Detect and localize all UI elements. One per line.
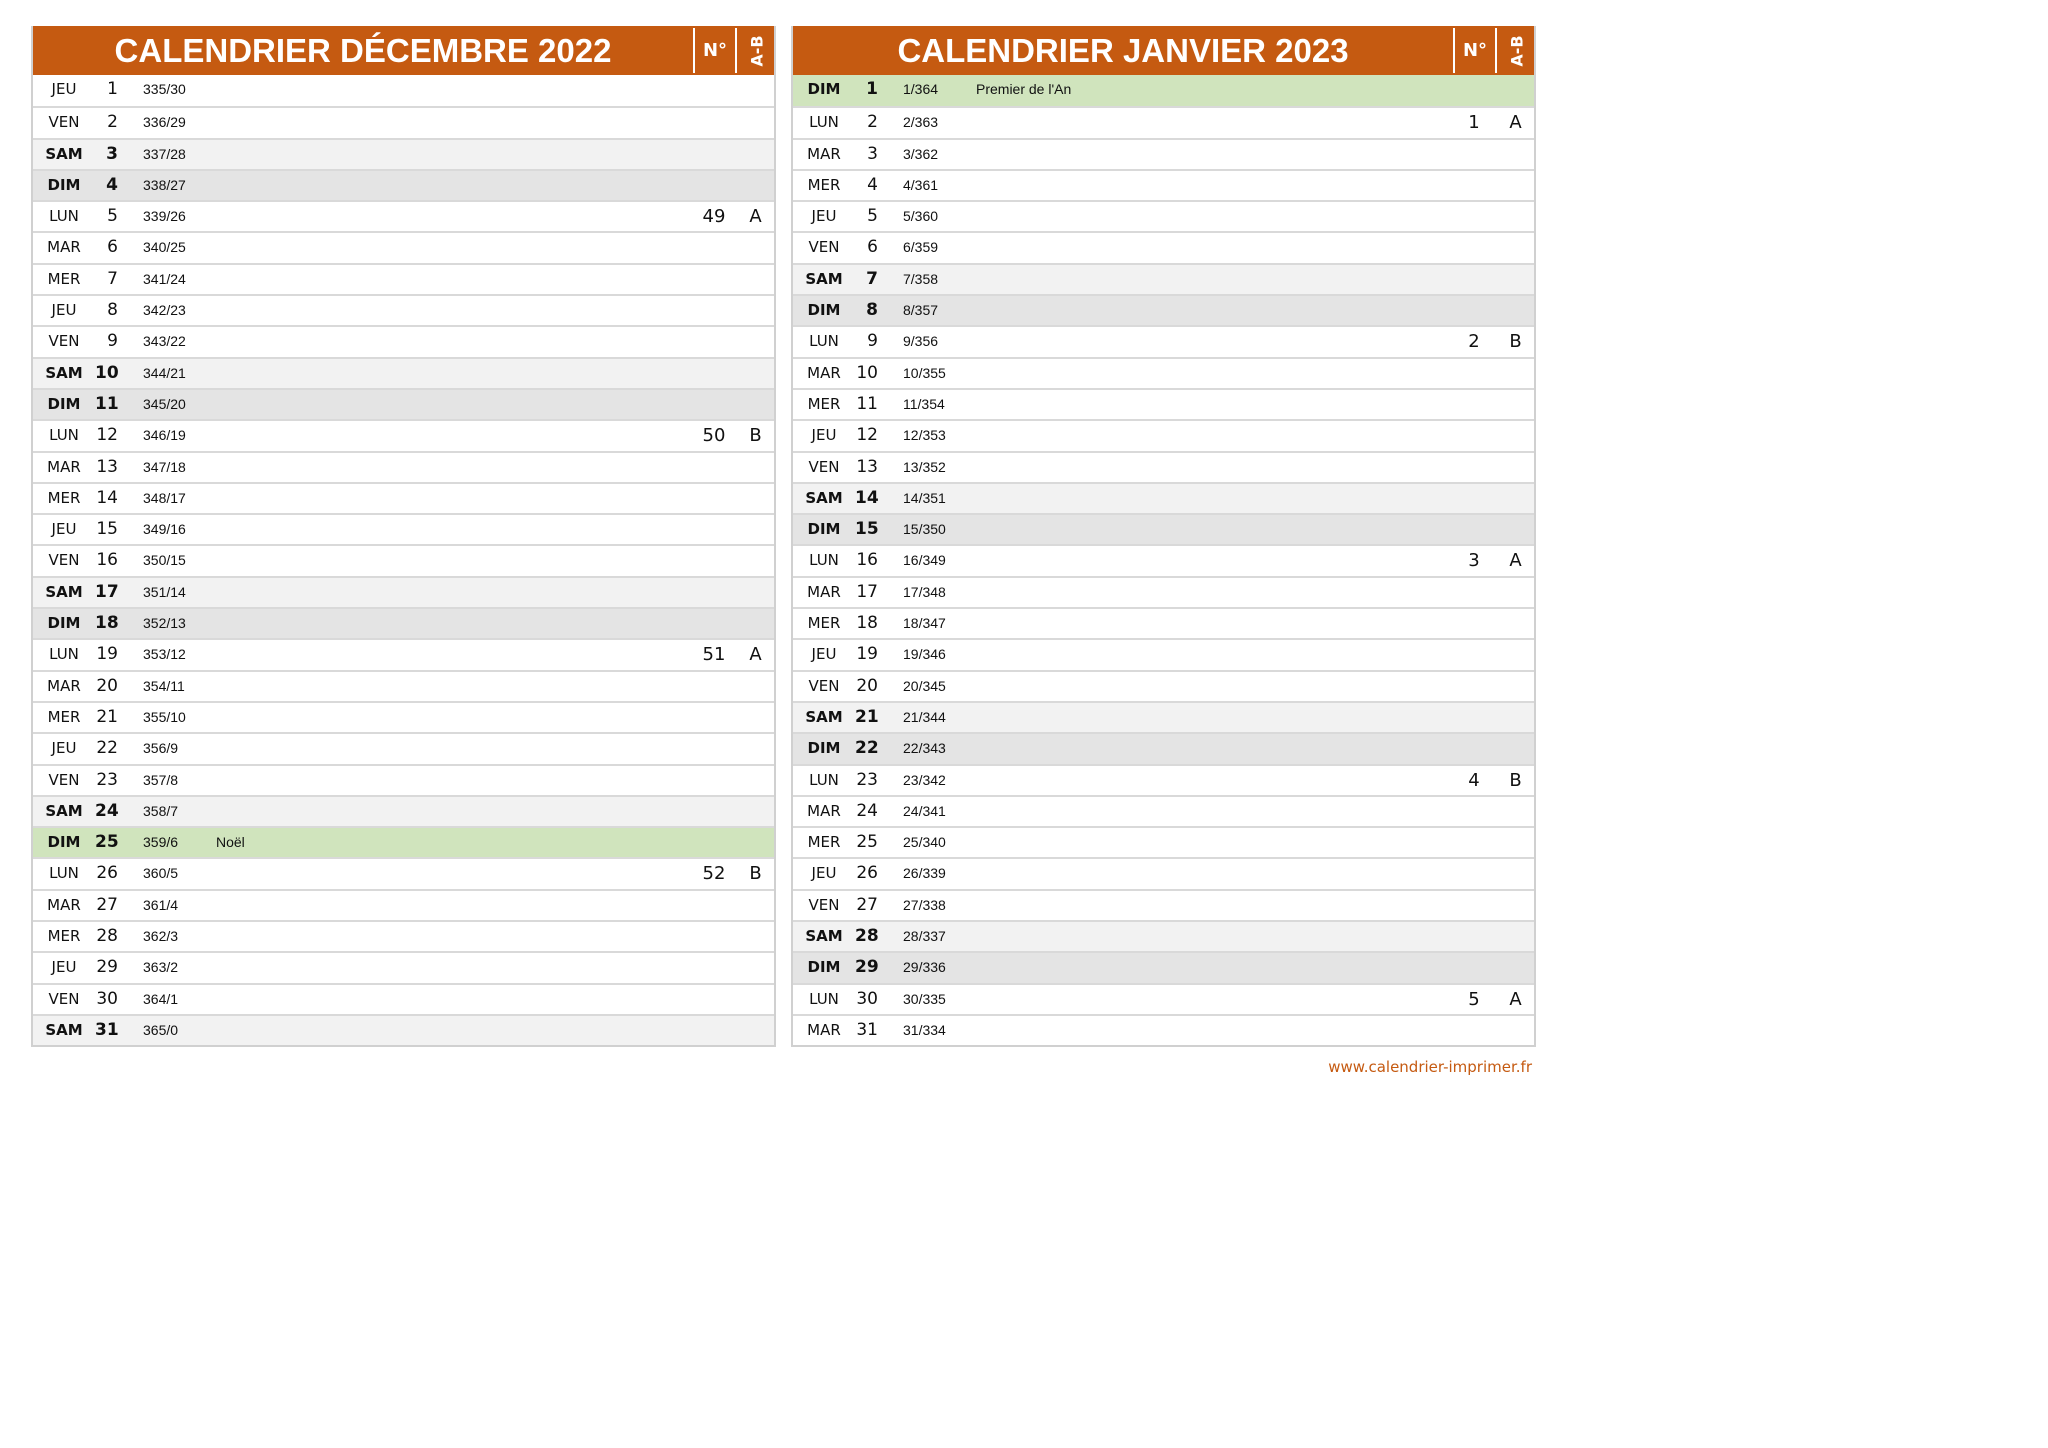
- ab-week-column-header: [735, 28, 776, 73]
- day-row: [793, 670, 1534, 701]
- day-of-year: 337/28: [143, 145, 186, 162]
- weekday-label: MAR: [47, 457, 81, 476]
- day-of-year: 341/24: [143, 270, 186, 287]
- weekday-label: JEU: [811, 426, 837, 445]
- weekday-label: DIM: [47, 175, 81, 194]
- day-number: 27: [96, 894, 118, 915]
- day-row: [33, 576, 774, 607]
- day-number: 26: [856, 863, 878, 884]
- day-number: 7: [107, 268, 118, 289]
- day-of-year: 365/0: [143, 1021, 179, 1038]
- event-label: Premier de l'An: [976, 81, 1072, 97]
- day-row: [33, 388, 774, 419]
- day-of-year: 335/30: [143, 81, 186, 97]
- day-row: [793, 607, 1534, 638]
- day-of-year: 2/363: [903, 114, 939, 131]
- day-row: [33, 607, 774, 638]
- weekday-label: JEU: [51, 958, 77, 977]
- day-row: [33, 138, 774, 169]
- day-number: 8: [107, 300, 118, 321]
- day-of-year: 25/340: [903, 834, 946, 851]
- calendar-title: CALENDRIER DÉCEMBRE 2022: [114, 32, 612, 69]
- day-number: 15: [855, 519, 879, 540]
- day-row: [33, 670, 774, 701]
- weekday-label: MAR: [807, 144, 841, 163]
- day-number: 1: [866, 79, 878, 99]
- day-row: [793, 795, 1534, 826]
- weekday-label: DIM: [47, 833, 81, 852]
- day-row: [793, 263, 1534, 294]
- weekday-label: SAM: [805, 269, 843, 288]
- weekday-label: LUN: [809, 332, 839, 351]
- day-of-year: 21/344: [903, 708, 946, 725]
- day-number: 26: [96, 863, 118, 884]
- day-of-year: 15/350: [903, 521, 946, 538]
- day-number: 15: [96, 519, 118, 540]
- day-of-year: 13/352: [903, 458, 946, 475]
- weekday-label: MAR: [47, 895, 81, 914]
- week-number: 4: [1468, 769, 1480, 791]
- calendar-header: [793, 26, 1534, 75]
- day-of-year: 1/364: [903, 81, 939, 97]
- weekday-label: JEU: [51, 520, 77, 539]
- weekday-label: MAR: [807, 801, 841, 820]
- day-row: [33, 857, 774, 888]
- day-row: [793, 920, 1534, 951]
- day-of-year: 346/19: [143, 427, 186, 444]
- day-number: 2: [867, 112, 878, 133]
- day-number: 11: [856, 393, 878, 414]
- day-row: [33, 764, 774, 795]
- day-number: 3: [106, 143, 118, 164]
- day-number: 29: [96, 957, 118, 978]
- day-of-year: 4/361: [903, 176, 939, 193]
- day-number: 31: [95, 1019, 119, 1040]
- day-of-year: 5/360: [903, 208, 939, 225]
- ab-week-column-label: A-B: [1507, 34, 1526, 67]
- day-number: 25: [95, 832, 119, 853]
- ab-week-column-label: A-B: [747, 34, 766, 67]
- day-of-year: 30/335: [903, 990, 946, 1007]
- day-row: [793, 294, 1534, 325]
- day-number: 13: [856, 456, 878, 477]
- day-number: 27: [856, 894, 878, 915]
- weekday-label: SAM: [805, 488, 843, 507]
- day-row: [33, 795, 774, 826]
- day-number: 11: [95, 393, 119, 414]
- weekday-label: LUN: [809, 551, 839, 570]
- day-number: 19: [856, 644, 878, 665]
- day-of-year: 6/359: [903, 239, 939, 256]
- day-number: 30: [856, 988, 878, 1009]
- ab-week-label: A: [1509, 988, 1522, 1010]
- day-number: 9: [107, 331, 118, 352]
- day-of-year: 336/29: [143, 114, 186, 131]
- weekday-label: MER: [47, 707, 81, 726]
- calendar-day-list: [793, 75, 1534, 1045]
- day-row: [793, 138, 1534, 169]
- weekday-label: LUN: [809, 989, 839, 1008]
- day-number: 28: [855, 926, 879, 947]
- calendar-january-2023: [791, 26, 1536, 1047]
- weekday-label: SAM: [45, 582, 83, 601]
- day-of-year: 23/342: [903, 771, 946, 788]
- day-number: 29: [855, 957, 879, 978]
- day-of-year: 354/11: [143, 677, 185, 694]
- day-number: 7: [866, 268, 878, 289]
- day-number: 24: [95, 800, 119, 821]
- day-row: [793, 325, 1534, 356]
- day-row: [33, 732, 774, 763]
- day-of-year: 19/346: [903, 646, 946, 663]
- weekday-label: DIM: [807, 301, 841, 320]
- day-of-year: 355/10: [143, 708, 186, 725]
- weekday-label: LUN: [49, 426, 79, 445]
- weekday-label: DIM: [807, 739, 841, 758]
- weekday-label: JEU: [51, 80, 77, 98]
- day-number: 9: [867, 331, 878, 352]
- day-row: [793, 889, 1534, 920]
- week-number-column-header: N°: [1453, 28, 1495, 73]
- week-number: 49: [702, 206, 726, 228]
- week-number: 1: [1468, 112, 1480, 134]
- day-row: [793, 169, 1534, 200]
- day-number: 23: [856, 769, 878, 790]
- day-number: 20: [856, 675, 878, 696]
- ab-week-label: A: [1509, 112, 1522, 134]
- day-row: [33, 231, 774, 262]
- day-of-year: 361/4: [143, 896, 179, 913]
- day-row: [793, 857, 1534, 888]
- day-number: 4: [106, 174, 118, 195]
- day-number: 14: [96, 487, 118, 508]
- weekday-label: MER: [807, 394, 841, 413]
- day-row: [793, 357, 1534, 388]
- day-of-year: 24/341: [903, 802, 946, 819]
- weekday-label: VEN: [808, 895, 840, 914]
- day-row: [33, 826, 774, 857]
- day-of-year: 28/337: [903, 928, 946, 945]
- weekday-label: SAM: [45, 144, 83, 163]
- week-number: 51: [702, 644, 726, 666]
- weekday-label: VEN: [48, 770, 80, 789]
- day-of-year: 339/26: [143, 208, 186, 225]
- ab-week-label: B: [1509, 331, 1522, 353]
- day-number: 5: [107, 206, 118, 227]
- day-number: 16: [856, 550, 878, 571]
- weekday-label: MER: [807, 833, 841, 852]
- day-of-year: 27/338: [903, 896, 946, 913]
- weekday-label: LUN: [49, 864, 79, 883]
- day-row: [793, 701, 1534, 732]
- day-of-year: 342/23: [143, 302, 186, 319]
- day-of-year: 348/17: [143, 489, 186, 506]
- day-number: 12: [856, 425, 878, 446]
- day-number: 17: [856, 581, 878, 602]
- weekday-label: MER: [807, 614, 841, 633]
- day-number: 14: [855, 487, 879, 508]
- day-number: 22: [855, 738, 879, 759]
- weekday-label: SAM: [805, 707, 843, 726]
- day-of-year: 352/13: [143, 615, 186, 632]
- weekday-label: MAR: [807, 363, 841, 382]
- day-of-year: 20/345: [903, 677, 946, 694]
- ab-week-label: A: [1509, 550, 1522, 572]
- day-number: 21: [855, 706, 879, 727]
- day-number: 22: [96, 738, 118, 759]
- weekday-label: LUN: [809, 770, 839, 789]
- day-row: [793, 75, 1534, 106]
- day-row: [793, 951, 1534, 982]
- weekday-label: MER: [47, 269, 81, 288]
- weekday-label: JEU: [51, 739, 77, 758]
- event-label: Noël: [216, 834, 245, 851]
- weekday-label: DIM: [807, 520, 841, 539]
- day-of-year: 338/27: [143, 176, 186, 193]
- day-number: 13: [96, 456, 118, 477]
- day-row: [793, 200, 1534, 231]
- day-row: [793, 513, 1534, 544]
- calendar-december-2022: [31, 26, 776, 1047]
- weekday-label: MAR: [47, 676, 81, 695]
- day-row: [33, 983, 774, 1014]
- day-number: 10: [95, 362, 119, 383]
- day-number: 4: [867, 174, 878, 195]
- day-number: 19: [96, 644, 118, 665]
- day-row: [793, 826, 1534, 857]
- weekday-label: DIM: [47, 394, 81, 413]
- weekday-label: VEN: [48, 551, 80, 570]
- day-number: 25: [856, 832, 878, 853]
- weekday-label: MAR: [47, 238, 81, 257]
- day-row: [33, 544, 774, 575]
- ab-week-label: B: [749, 863, 762, 885]
- ab-week-label: A: [749, 644, 762, 666]
- day-of-year: 364/1: [143, 990, 179, 1007]
- day-of-year: 7/358: [903, 270, 939, 287]
- week-number: 52: [702, 863, 726, 885]
- weekday-label: MER: [47, 488, 81, 507]
- day-row: [33, 889, 774, 920]
- day-row: [33, 638, 774, 669]
- weekday-label: SAM: [45, 801, 83, 820]
- day-row: [793, 482, 1534, 513]
- day-of-year: 31/334: [903, 1021, 946, 1038]
- day-of-year: 344/21: [143, 364, 186, 381]
- day-of-year: 340/25: [143, 239, 186, 256]
- day-of-year: 29/336: [903, 959, 946, 976]
- day-row: [33, 169, 774, 200]
- day-row: [33, 482, 774, 513]
- day-number: 8: [866, 300, 878, 321]
- ab-week-label: B: [749, 425, 762, 447]
- week-number-column-header: N°: [693, 28, 735, 73]
- day-number: 31: [856, 1019, 878, 1040]
- day-of-year: 9/356: [903, 333, 939, 350]
- weekday-label: JEU: [811, 207, 837, 226]
- day-row: [33, 106, 774, 137]
- day-of-year: 362/3: [143, 928, 179, 945]
- day-row: [33, 513, 774, 544]
- day-row: [33, 419, 774, 450]
- day-row: [33, 920, 774, 951]
- day-row: [793, 544, 1534, 575]
- day-number: 24: [856, 800, 878, 821]
- week-number: 50: [702, 425, 726, 447]
- ab-week-label: B: [1509, 769, 1522, 791]
- day-row: [793, 388, 1534, 419]
- day-number: 17: [95, 581, 119, 602]
- footer-website-link[interactable]: www.calendrier-imprimer.fr: [1328, 1058, 1532, 1076]
- day-of-year: 350/15: [143, 552, 186, 569]
- day-number: 10: [856, 362, 878, 383]
- day-of-year: 356/9: [143, 740, 179, 757]
- day-row: [793, 231, 1534, 262]
- day-of-year: 16/349: [903, 552, 946, 569]
- weekday-label: VEN: [808, 238, 840, 257]
- weekday-label: LUN: [49, 645, 79, 664]
- day-of-year: 26/339: [903, 865, 946, 882]
- weekday-label: LUN: [49, 207, 79, 226]
- day-row: [793, 638, 1534, 669]
- weekday-label: MAR: [807, 1020, 841, 1039]
- day-number: 6: [107, 237, 118, 258]
- day-of-year: 357/8: [143, 771, 179, 788]
- weekday-label: VEN: [48, 113, 80, 132]
- day-number: 5: [867, 206, 878, 227]
- day-row: [793, 106, 1534, 137]
- day-number: 21: [96, 706, 118, 727]
- day-of-year: 22/343: [903, 740, 946, 757]
- day-of-year: 8/357: [903, 302, 939, 319]
- calendar-title: CALENDRIER JANVIER 2023: [897, 32, 1349, 69]
- day-of-year: 360/5: [143, 865, 179, 882]
- weekday-label: VEN: [808, 457, 840, 476]
- week-number: 5: [1468, 988, 1480, 1010]
- day-number: 1: [107, 79, 118, 99]
- day-number: 3: [867, 143, 878, 164]
- day-of-year: 12/353: [903, 427, 946, 444]
- day-number: 16: [96, 550, 118, 571]
- weekday-label: SAM: [805, 927, 843, 946]
- day-row: [793, 576, 1534, 607]
- weekday-label: MER: [47, 927, 81, 946]
- day-of-year: 3/362: [903, 145, 939, 162]
- weekday-label: VEN: [48, 989, 80, 1008]
- week-number: 2: [1468, 331, 1480, 353]
- weekday-label: DIM: [47, 614, 81, 633]
- weekday-label: VEN: [48, 332, 80, 351]
- day-row: [33, 294, 774, 325]
- weekday-label: SAM: [45, 363, 83, 382]
- day-number: 18: [95, 613, 119, 634]
- day-row: [33, 701, 774, 732]
- day-of-year: 10/355: [903, 364, 946, 381]
- day-number: 6: [867, 237, 878, 258]
- weekday-label: DIM: [807, 80, 841, 98]
- day-of-year: 343/22: [143, 333, 186, 350]
- weekday-label: MAR: [807, 582, 841, 601]
- day-of-year: 18/347: [903, 615, 946, 632]
- day-row: [33, 75, 774, 106]
- day-row: [33, 451, 774, 482]
- day-row: [33, 1014, 774, 1045]
- day-of-year: 347/18: [143, 458, 186, 475]
- day-row: [793, 451, 1534, 482]
- weekday-label: VEN: [808, 676, 840, 695]
- day-of-year: 17/348: [903, 583, 946, 600]
- day-of-year: 359/6: [143, 834, 179, 851]
- weekday-label: SAM: [45, 1020, 83, 1039]
- weekday-label: LUN: [809, 113, 839, 132]
- day-of-year: 353/12: [143, 646, 186, 663]
- day-of-year: 345/20: [143, 395, 186, 412]
- day-row: [793, 732, 1534, 763]
- week-number: 3: [1468, 550, 1480, 572]
- weekday-label: DIM: [807, 958, 841, 977]
- day-of-year: 358/7: [143, 802, 179, 819]
- day-row: [33, 200, 774, 231]
- day-of-year: 11/354: [903, 395, 945, 412]
- calendar-header: [33, 26, 774, 75]
- ab-week-column-header: [1495, 28, 1536, 73]
- day-row: [33, 357, 774, 388]
- day-number: 30: [96, 988, 118, 1009]
- weekday-label: JEU: [811, 864, 837, 883]
- day-row: [793, 764, 1534, 795]
- day-number: 12: [96, 425, 118, 446]
- day-row: [33, 951, 774, 982]
- day-number: 23: [96, 769, 118, 790]
- day-number: 28: [96, 926, 118, 947]
- day-of-year: 351/14: [143, 583, 186, 600]
- ab-week-label: A: [749, 206, 762, 228]
- day-row: [793, 419, 1534, 450]
- day-of-year: 349/16: [143, 521, 186, 538]
- day-number: 20: [96, 675, 118, 696]
- day-number: 2: [107, 112, 118, 133]
- day-number: 18: [856, 613, 878, 634]
- weekday-label: MER: [807, 175, 841, 194]
- day-of-year: 14/351: [903, 489, 946, 506]
- weekday-label: JEU: [811, 645, 837, 664]
- day-row: [793, 1014, 1534, 1045]
- calendar-day-list: [33, 75, 774, 1045]
- weekday-label: JEU: [51, 301, 77, 320]
- day-row: [33, 325, 774, 356]
- day-row: [793, 983, 1534, 1014]
- day-of-year: 363/2: [143, 959, 179, 976]
- day-row: [33, 263, 774, 294]
